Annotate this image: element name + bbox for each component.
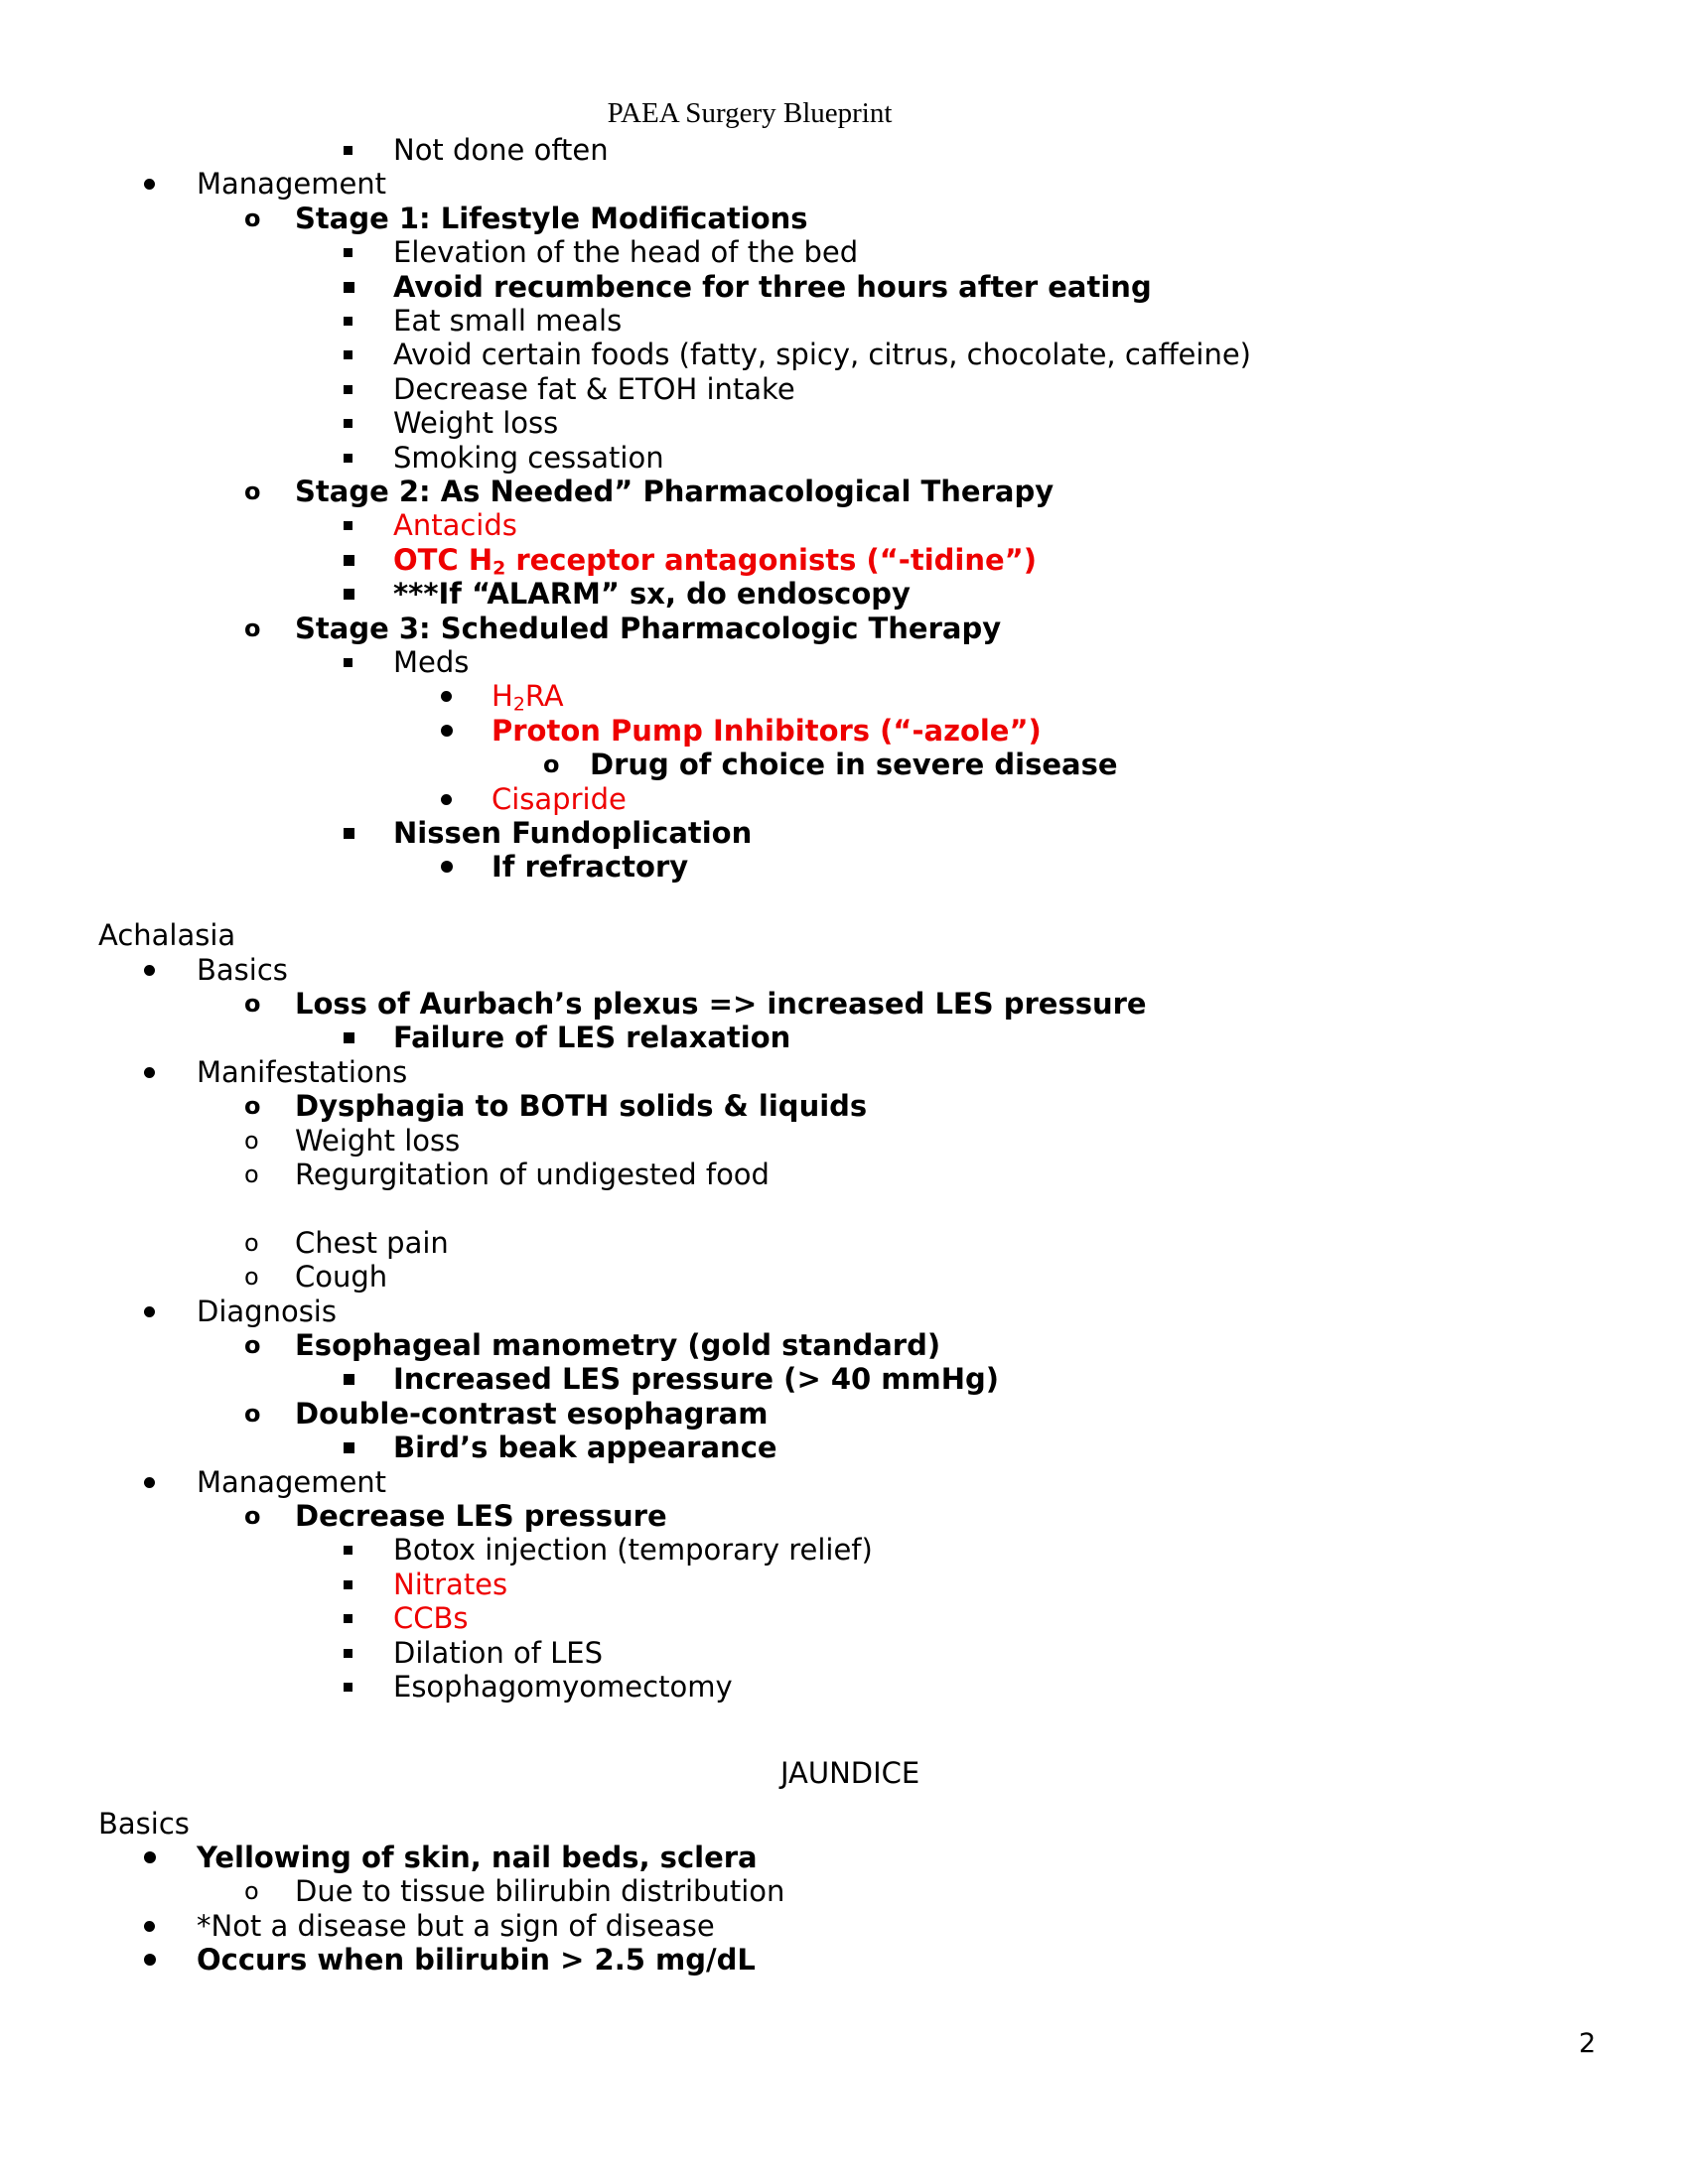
square-bullet-icon	[344, 385, 352, 394]
square-bullet-icon	[344, 555, 354, 566]
outline-line-text: Avoid recumbence for three hours after eating	[393, 269, 1152, 304]
outline-line-text: Management	[197, 167, 387, 202]
outline-line-text	[492, 679, 564, 717]
outline-line-text: Regurgitation of undigested food	[295, 1158, 770, 1191]
page-header: PAEA Surgery Blueprint	[607, 97, 893, 129]
outline-line-text: Nissen Fundoplication	[393, 816, 753, 850]
text-segment: RA	[524, 679, 564, 714]
outline-line-text: *Not a disease but a sign of disease	[197, 1908, 715, 1943]
o-bullet-icon: o	[244, 614, 261, 642]
text-segment: H	[492, 679, 513, 714]
outline-line-text: Weight loss	[295, 1123, 461, 1158]
o-bullet-icon: o	[244, 1877, 259, 1906]
round-bullet-icon	[144, 1921, 155, 1932]
page-number: 2	[1579, 2028, 1597, 2059]
outline-line-text: Eat small meals	[393, 304, 623, 338]
outline-line-text: Failure of LES relaxation	[393, 1021, 791, 1055]
outline-line-text: Esophageal manometry (gold standard)	[295, 1328, 941, 1362]
outline-line-text: Basics	[98, 1806, 190, 1841]
outline-line-text: Stage 1: Lifestyle Modifications	[295, 201, 808, 235]
square-bullet-icon	[344, 658, 352, 667]
o-bullet-icon: o	[244, 990, 261, 1018]
outline-line-text: Botox injection (temporary relief)	[393, 1533, 873, 1568]
outline-line-text: Dysphagia to BOTH solids & liquids	[295, 1089, 868, 1124]
square-bullet-icon	[344, 146, 352, 155]
outline-line-text: Antacids	[393, 508, 517, 543]
round-bullet-icon	[144, 1851, 156, 1863]
outline-line-text	[393, 542, 1037, 580]
square-bullet-icon	[344, 1683, 352, 1692]
square-bullet-icon	[344, 1442, 354, 1453]
outline-line-text: Cough	[295, 1260, 388, 1295]
outline-line-text: Diagnosis	[197, 1294, 337, 1328]
round-bullet-icon	[144, 179, 155, 190]
square-bullet-icon	[344, 248, 352, 257]
square-bullet-icon	[344, 350, 352, 359]
outline-line-text: ***If “ALARM” sx, do endoscopy	[393, 577, 911, 612]
outline-line-text: Nitrates	[393, 1567, 508, 1601]
square-bullet-icon	[344, 454, 352, 463]
square-bullet-icon	[344, 317, 352, 326]
round-bullet-icon	[144, 1067, 155, 1078]
o-bullet-icon: o	[543, 751, 560, 779]
round-bullet-icon	[441, 794, 452, 805]
square-bullet-icon	[344, 419, 352, 428]
o-bullet-icon: o	[244, 1092, 261, 1121]
outline-line-text: Due to tissue bilirubin distribution	[295, 1874, 785, 1909]
subscript: 2	[492, 558, 506, 580]
square-bullet-icon	[344, 1374, 354, 1385]
outline-line-text: Weight loss	[393, 406, 559, 441]
square-bullet-icon	[344, 1546, 352, 1555]
square-bullet-icon	[344, 1649, 352, 1658]
square-bullet-icon	[344, 1614, 352, 1623]
o-bullet-icon: o	[244, 204, 261, 232]
square-bullet-icon	[344, 589, 354, 600]
outline-line-text: Meds	[393, 645, 470, 679]
outline-line-text: Basics	[197, 952, 288, 987]
round-bullet-icon	[144, 1306, 155, 1317]
outline-line-text: Occurs when bilirubin > 2.5 mg/dL	[197, 1943, 756, 1978]
outline-line-text: Elevation of the head of the bed	[393, 235, 859, 270]
outline-line-text: Proton Pump Inhibitors (“-azole”)	[492, 713, 1042, 748]
square-bullet-icon	[344, 282, 354, 293]
subscript: 2	[512, 695, 525, 717]
o-bullet-icon: o	[244, 1502, 261, 1530]
o-bullet-icon: o	[244, 1160, 259, 1188]
o-bullet-icon: o	[244, 1331, 261, 1359]
round-bullet-icon	[144, 965, 155, 976]
outline-line-text: Chest pain	[295, 1225, 449, 1260]
outline-line-text: Stage 3: Scheduled Pharmacologic Therapy	[295, 611, 1002, 645]
round-bullet-icon	[441, 691, 452, 702]
outline-line-text: Manifestations	[197, 1054, 408, 1089]
outline-line-text: Decrease LES pressure	[295, 1499, 667, 1533]
outline-line-text: Bird’s beak appearance	[393, 1431, 777, 1465]
outline-line-text: Achalasia	[98, 918, 236, 953]
text-segment: OTC H	[393, 542, 493, 577]
o-bullet-icon: o	[244, 478, 261, 505]
outline-line-text: Double-contrast esophagram	[295, 1396, 769, 1431]
round-bullet-icon	[144, 1477, 155, 1488]
outline-line-text: Loss of Aurbach’s plexus => increased LES pressure	[295, 987, 1147, 1021]
outline-line-text: Drug of choice in severe disease	[590, 748, 1118, 782]
outline-line-text: Decrease fat & ETOH intake	[393, 371, 795, 406]
outline-line-text: Increased LES pressure (> 40 mmHg)	[393, 1362, 1000, 1397]
outline-line-text: Stage 2: As Needed” Pharmacological Therapy	[295, 475, 1055, 508]
outline-line-text: CCBs	[393, 1601, 469, 1636]
outline-line-text: Smoking cessation	[393, 440, 664, 475]
round-bullet-icon	[441, 725, 453, 737]
round-bullet-icon	[441, 861, 453, 873]
outline-line-text: Dilation of LES	[393, 1635, 604, 1670]
o-bullet-icon: o	[244, 1399, 261, 1428]
outline-line-text: If refractory	[492, 850, 689, 885]
round-bullet-icon	[144, 1954, 156, 1966]
square-bullet-icon	[344, 828, 354, 839]
outline-line-text: Management	[197, 1464, 387, 1499]
outline-line-text: Cisapride	[492, 781, 627, 816]
square-bullet-icon	[344, 1032, 354, 1043]
section-heading-jaundice: JAUNDICE	[780, 1756, 920, 1790]
outline-line-text: Avoid certain foods (fatty, spicy, citrus, chocolate, caffeine)	[393, 338, 1251, 372]
o-bullet-icon: o	[244, 1126, 259, 1155]
o-bullet-icon: o	[244, 1263, 259, 1292]
outline-line-text: Yellowing of skin, nail beds, sclera	[197, 1841, 758, 1874]
outline-line-text: Not done often	[393, 133, 609, 167]
text-segment: receptor antagonists (“-tidine”)	[505, 542, 1037, 577]
square-bullet-icon	[344, 521, 352, 530]
o-bullet-icon: o	[244, 1228, 259, 1257]
square-bullet-icon	[344, 1580, 352, 1589]
outline-line-text: Esophagomyomectomy	[393, 1670, 733, 1704]
